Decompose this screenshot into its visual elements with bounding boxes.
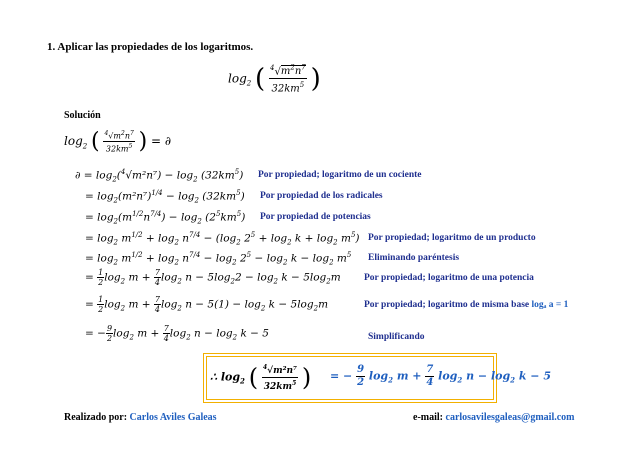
- problem-title: Aplicar las propiedades de los logaritmos.: [57, 41, 254, 53]
- step-2-expr: = $\log_2(m^2n^7)^{1/4} - \log_2 (32km^5)$: [85, 189, 245, 205]
- step-1-note: Por propiedad; logaritmo de un cociente: [258, 170, 422, 180]
- result-box: [203, 353, 552, 403]
- result-rhs: = − $\frac{9}{2}$ $\log_2 m$ + $\frac{7}{4}$ $\log_2 n - \log_2 k - 5$: [330, 364, 552, 388]
- step-3-note: Por propiedad de potencias: [260, 212, 371, 222]
- problem-number: 1.: [47, 41, 56, 53]
- step-7-note-text: Por propiedad; logaritmo de misma base: [364, 300, 530, 310]
- step-6-expr: = $\frac{1}{2}$ $\log_2 m$ + $\frac{7}{4}$ $\log_2 n - 5\log_22 - \log_2 k - 5\log_2m$: [85, 268, 341, 287]
- start-line: $\log_2$ ( $\frac{^4√m^2n^7}{32km^5}$ ) = ∂: [64, 129, 172, 154]
- step-5-note: Eliminando paréntesis: [368, 253, 460, 263]
- step-8-expr: = − $\frac{9}{2}$ $\log_2 m$ + $\frac{7}{4}$ $\log_2 n - \log_2 k - 5$: [85, 324, 269, 343]
- step-8-note: Simplificando: [368, 332, 425, 342]
- email-link[interactable]: carlosavilesgaleas@gmail.com: [445, 412, 575, 423]
- step-1-expr: ∂ = $\log_2(^4√m^2n^7) - \log_2 (32km^5)$: [75, 168, 244, 184]
- step-5-expr: = $\log_2 m^{1/2} + \log_2 n^{7/4} - \log_2 2^5 - \log_2 k - \log_2 m^5$: [85, 251, 352, 267]
- step-3-expr: = $\log_2(m^{1/2}n^{7/4}) - \log_2 (2^5km^5)$: [85, 210, 246, 226]
- step-2-note: Por propiedad de los radicales: [260, 191, 383, 201]
- author-name: Carlos Aviles Galeas: [129, 412, 217, 423]
- footer-email: [413, 412, 575, 423]
- author-label: Realizado por:: [64, 412, 128, 423]
- step-7-expr: = $\frac{1}{2}$ $\log_2 m$ + $\frac{7}{4}$ $\log_2 n - 5(1) - \log_2 k - 5\log_2m$: [85, 295, 329, 314]
- step-4-note: Por propiedad; logaritmo de un producto: [368, 233, 536, 243]
- step-6-note: Por propiedad; logaritmo de una potencia: [364, 273, 534, 283]
- step-7-note: [364, 300, 568, 310]
- email-label: e-mail:: [413, 412, 443, 423]
- step-4-expr: = $\log_2 m^{1/2} + \log_2 n^{7/4} - (\log_2$ $2^5 + \log_2 k + \log_2 m^5$): [85, 231, 360, 247]
- step-7-note-extra: logₐ a = 1: [531, 300, 569, 310]
- problem-expression: $\log_2$ ( $\frac{^4√m^2n^7}{32km^5}$ ): [228, 63, 321, 95]
- result-lhs: ∴ $\log_2$ ( $\frac{^4√m^2n^7}{32km^5}$ ): [210, 363, 312, 392]
- solution-label: Solución: [64, 110, 101, 121]
- footer-author: [64, 412, 217, 423]
- problem-heading: [47, 41, 253, 53]
